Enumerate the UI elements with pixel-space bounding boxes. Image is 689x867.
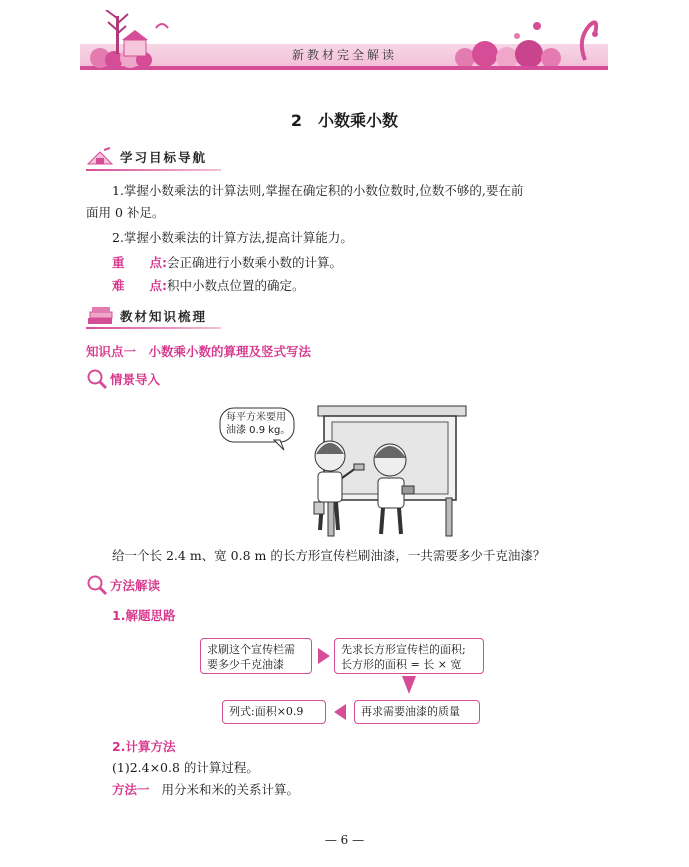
knowledge-point-title: 知识点一 小数乘小数的算理及竖式写法 (86, 344, 312, 359)
flow-box-formula-text: 列式:面积×0.9 (229, 705, 304, 718)
knowledge-heading-underline (86, 327, 221, 329)
flow-box-goal-line2: 要多少千克油漆 (207, 658, 284, 671)
method-one-label: 方法一 (112, 782, 150, 797)
flow-box-area-line1: 先求长方形宣传栏的面积; (341, 643, 466, 656)
method-one (112, 780, 299, 800)
scene-question: 给一个长 2.4 m、宽 0.8 m 的长方形宣传栏刷油漆，一共需要多少千克油漆？ (112, 548, 546, 563)
objectives-icon (86, 146, 116, 168)
flow-box-goal-line1: 求刷这个宣传栏需 (207, 643, 295, 656)
page-number: — 6 — (324, 833, 365, 847)
difficult-point (112, 276, 305, 296)
flow-box-area-line2: 长方形的面积 = 长 × 宽 (341, 658, 462, 671)
bubble-line-2: 油漆 0.9 kg。 (226, 425, 291, 436)
objectives-heading-label: 学习目标导航 (120, 150, 208, 165)
method-heading-label: 方法解读 (110, 578, 161, 593)
magnifier-icon (86, 368, 108, 390)
method-one-text: 用分米和米的关系计算。 (161, 782, 300, 797)
books-icon (86, 306, 116, 326)
flow-box-mass-text: 再求需要油漆的质量 (361, 705, 460, 718)
knowledge-heading (86, 306, 221, 329)
key-point-label: 重 点: (112, 255, 167, 270)
knowledge-heading-label: 教材知识梳理 (120, 309, 208, 324)
flow-box-formula (222, 700, 326, 724)
key-point (112, 253, 342, 273)
magnifier-icon (86, 574, 108, 596)
flow-arrow-down-icon (402, 676, 416, 694)
key-point-text: 会正确进行小数乘小数的计算。 (167, 255, 343, 270)
difficult-point-text: 积中小数点位置的确定。 (167, 278, 305, 293)
objective-1-line2: 面用 0 补足。 (86, 205, 165, 220)
bubble-line-1: 每平方米要用 (226, 412, 286, 423)
calc-step: (1)2.4×0.8 的计算过程。 (112, 760, 259, 775)
header-title: 新教材完全解读 (291, 48, 397, 62)
flow-arrow-right-icon (318, 648, 330, 664)
flow-box-goal (200, 638, 312, 674)
objectives-heading (86, 146, 221, 171)
flow-arrow-left-icon (334, 704, 346, 720)
difficult-point-label: 难 点: (112, 278, 167, 293)
objectives-heading-underline (86, 169, 221, 171)
flow-box-mass (354, 700, 480, 724)
objective-1-line1: 1.掌握小数乘法的计算法则,掌握在确定积的小数位数时,位数不够的,要在前 (112, 183, 524, 198)
method-heading (86, 574, 160, 596)
scene-heading (86, 368, 160, 390)
lesson-title: 2 小数乘小数 (290, 111, 399, 130)
subsection-2-title: 2.计算方法 (112, 739, 176, 754)
flow-box-area (334, 638, 484, 674)
subsection-1-title: 1.解题思路 (112, 608, 176, 623)
speech-bubble-text (226, 411, 290, 437)
scene-heading-label: 情景导入 (110, 372, 161, 387)
objective-2: 2.掌握小数乘法的计算方法,提高计算能力。 (112, 230, 353, 245)
